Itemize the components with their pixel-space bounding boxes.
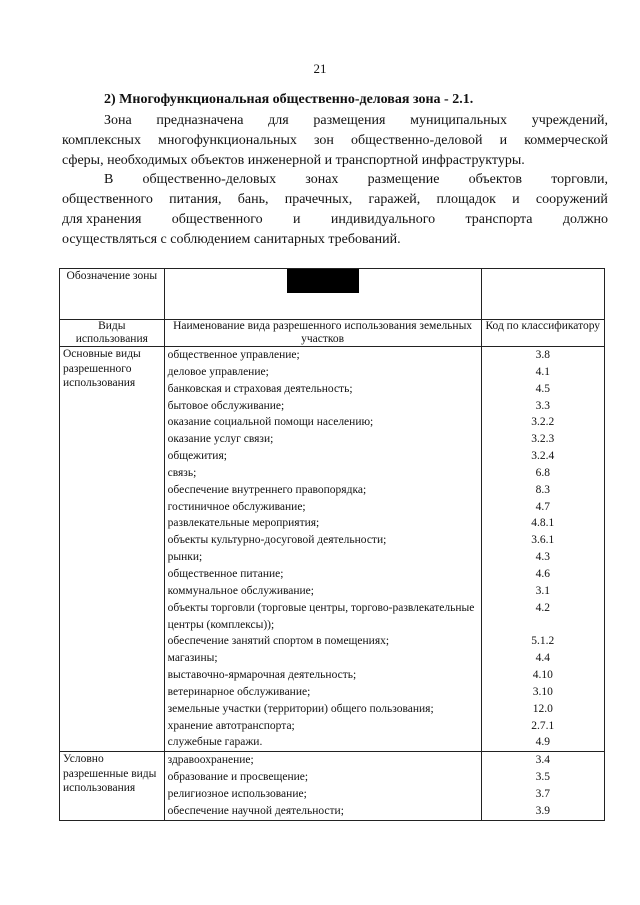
use-code: 3.2.4 [531,450,555,463]
p2-line: общественного питания, бань, прачечных, гаражей, площадок и сооружений [62,192,608,207]
use-name: выставочно-ярмарочная деятельность; [167,669,357,682]
use-code: 4.9 [535,736,550,749]
conditional-uses-row [60,752,605,820]
use-name: хранение автотранспорта; [167,719,295,732]
use-name: объекты торговли (торговые центры, торгово-развлекательные центры (комплексы)); [167,601,475,631]
use-code: 3.4 [535,754,550,767]
use-code: 3.5 [535,771,550,784]
main-uses-codes [481,347,604,752]
conditional-uses-names [164,752,481,820]
use-code: 8.3 [535,483,550,496]
p2-line: для хранения общественного и индивидуального транспорта должно [62,212,608,227]
use-code: 4.2 [535,601,550,614]
paragraph-placement-requirements [62,170,608,250]
use-name: обеспечение внутреннего правопорядка; [167,483,367,496]
section-heading: 2) Многофункциональная общественно-деловая зона - 2.1. [104,92,474,107]
column-header-row [60,320,605,347]
zone-designation-value [164,269,481,320]
use-code: 2.7.1 [531,719,555,732]
use-name: здравоохранение; [167,754,254,767]
use-name: оказание социальной помощи населению; [167,416,374,429]
p2-line: осуществляться с соблюдением санитарных требований. [62,232,401,247]
use-code: 3.6.1 [531,534,555,547]
use-code: 3.7 [535,787,550,800]
use-name: оказание услуг связи; [167,433,274,446]
conditional-uses-codes [481,752,604,820]
use-code: 4.7 [535,500,550,513]
use-name: объекты культурно-досуговой деятельности; [167,534,387,547]
use-name: общественное питание; [167,567,284,580]
use-name: развлекательные мероприятия; [167,517,320,530]
use-code: 3.9 [535,804,550,817]
use-name: обеспечение занятий спортом в помещениях; [167,635,390,648]
use-code: 3.2.2 [531,416,555,429]
use-code: 3.10 [532,685,553,698]
use-code: 4.4 [535,652,550,665]
p2-line: В общественно-деловых зонах размещение объектов торговли, [104,172,608,187]
use-code: 4.8.1 [531,517,555,530]
use-name: ветеринарное обслуживание; [167,685,311,698]
main-uses-category: Основные виды разрешенного использования [60,347,165,752]
p1-line: сферы, необходимых объектов инженерной и транспортной инфраструктуры. [62,153,525,168]
use-name: коммунальное обслуживание; [167,584,314,597]
use-code: 3.3 [535,399,550,412]
use-name: религиозное использование; [167,787,307,800]
use-name: общежития; [167,450,227,463]
use-name: деловое управление; [167,365,269,378]
zone-designation-label: Обозначение зоны [60,269,165,320]
p1-line: Зона предназначена для размещения муниципальных учреждений, [104,113,608,128]
use-name: магазины; [167,652,218,665]
use-name: гостиничное обслуживание; [167,500,306,513]
use-code: 4.1 [535,365,550,378]
use-code: 3.2.3 [531,433,555,446]
redaction-box [287,269,359,293]
use-code: 3.1 [535,584,550,597]
main-uses-row [60,347,605,752]
use-name: служебные гаражи. [167,736,263,749]
use-name: банковская и страховая деятельность; [167,382,353,395]
main-uses-names [164,347,481,752]
col-header-name: Наименование вида разрешенного использования земельных участков [164,320,481,347]
use-code: 5.1.2 [531,635,555,648]
use-name: рынки; [167,551,203,564]
conditional-uses-category: Условно разрешенные виды использования [60,752,165,820]
zone-designation-empty [481,269,604,320]
col-header-kinds: Виды использования [60,320,165,347]
use-name: земельные участки (территории) общего пользования; [167,702,434,715]
use-code: 4.5 [535,382,550,395]
use-code: 6.8 [535,466,550,479]
use-name: образование и просвещение; [167,771,309,784]
p1-line: комплексных многофункциональных зон общественно-деловой и коммерческой [62,133,608,148]
use-name: обеспечение научной деятельности; [167,804,344,817]
page-number: 21 [313,61,327,76]
land-use-table [59,268,605,821]
use-code: 4.6 [535,567,550,580]
use-name: общественное управление; [167,349,300,361]
use-code: 3.8 [535,349,550,361]
use-code: 4.3 [535,551,550,564]
use-code: 12.0 [532,702,553,715]
paragraph-zone-purpose [62,111,608,171]
use-name: бытовое обслуживание; [167,399,285,412]
use-code: 4.10 [532,669,553,682]
zone-designation-row [60,269,605,320]
use-name: связь; [167,466,197,479]
col-header-code: Код по классификатору [481,320,604,347]
